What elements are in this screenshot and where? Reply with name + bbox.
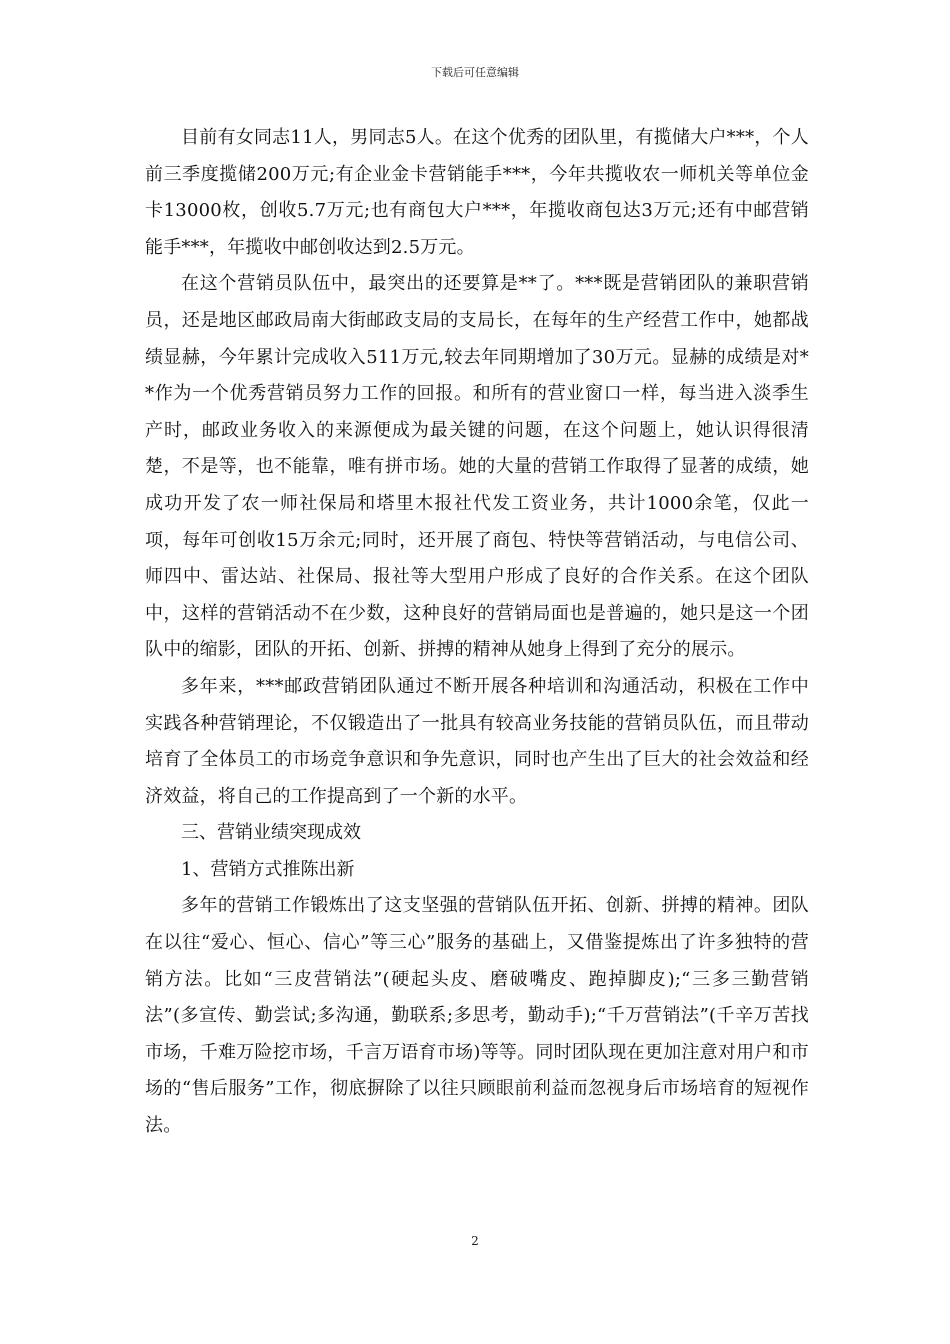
page-number: 2 <box>471 1234 479 1248</box>
paragraph-marketing-methods: 多年的营销工作锻炼出了这支坚强的营销队伍开拓、创新、拼搏的精神。团队在以往“爱心、恒心、信心”等三心”服务的基础上，又借鉴提炼出了许多独特的营销方法。比如“三皮营销法”(硬起头皮、磨破嘴皮、跑掉脚皮);“三多三勤营销法”(多宣传、勤尝试;多沟通，勤联系;多思考，勤动手);“千万营销法”(千辛万苦找市场，千难万险挖市场，千言万语育市场)等等。同时团队现在更加注意对用户和市场的“售后服务”工作，彻底摒除了以往只顾眼前利益而忽视身后市场培育的短视作法。 <box>145 895 809 1137</box>
page-header: 下载后可任意编辑 <box>431 66 519 79</box>
section-heading: 三、营销业绩突现成效 <box>181 822 361 844</box>
paragraph-team-training: 多年来，***邮政营销团队通过不断开展各种培训和沟通活动，积极在工作中实践各种营销理论，不仅锻造出了一批具有较高业务技能的营销员队伍，而且带动培育了全体员工的市场竞争意识和争先意识，同时也产生出了巨大的社会效益和经济效益，将自己的工作提高到了一个新的水平。 <box>145 675 809 807</box>
paragraph-team-members: 目前有女同志11人，男同志5人。在这个优秀的团队里，有揽储大户***，个人前三季度揽储200万元;有企业金卡营销能手***，今年共揽收农一师机关等单位金卡13000枚，创收5.7万元;也有商包大户***，年揽收商包达3万元;还有中邮营销能手***，年揽收中邮创收达到2.5万元。 <box>145 127 809 258</box>
document-body <box>145 120 809 1145</box>
subsection-heading: 1、营销方式推陈出新 <box>181 858 355 880</box>
paragraph-outstanding-member: 在这个营销员队伍中，最突出的还要算是**了。***既是营销团队的兼职营销员，还是地区邮政局南大街邮政支局的支局长，在每年的生产经营工作中，她都战绩显赫，今年累计完成收入511万元,较去年同期增加了30万元。显赫的成绩是对**作为一个优秀营销员努力工作的回报。和所有的营业窗口一样，每当进入淡季生产时，邮政业务收入的来源便成为最关键的问题，在这个问题上，她认识得很清楚，不是等，也不能靠，唯有拼市场。她的大量的营销工作取得了显著的成绩，她成功开发了农一师社保局和塔里木报社代发工资业务，共计1000余笔，仅此一项，每年可创收15万余元;同时，还开展了商包、特快等营销活动，与电信公司、师四中、雷达站、社保局、报社等大型用户形成了良好的合作关系。在这个团队中，这样的营销活动不在少数，这种良好的营销局面也是普遍的，她只是这一个团队中的缩影，团队的开拓、创新、拼搏的精神从她身上得到了充分的展示。 <box>145 273 809 661</box>
